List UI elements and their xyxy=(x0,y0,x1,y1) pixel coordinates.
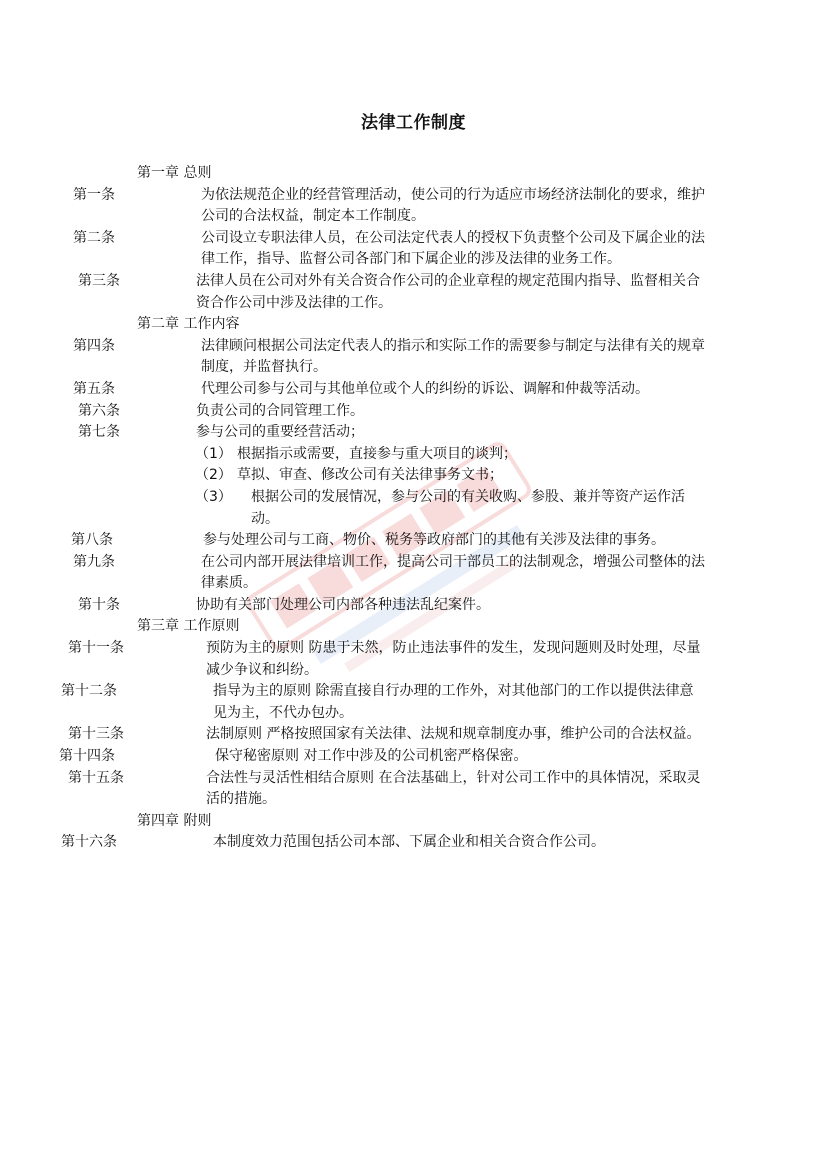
article-text: 法律人员在公司对外有关合资合作公司的企业章程的规定范围内指导、监督相关合资合作公司中涉及法律的工作。 xyxy=(196,272,700,311)
article-text: 参与公司的重要经营活动； xyxy=(196,424,364,441)
article-1 xyxy=(73,185,707,228)
article-3 xyxy=(78,271,707,314)
list-item-number: （1） xyxy=(195,445,232,462)
article-text: 协助有关部门处理公司内部各种违法乱纪案件。 xyxy=(196,596,490,613)
article-13 xyxy=(68,724,707,746)
article-12 xyxy=(61,681,707,724)
document-body xyxy=(59,163,707,854)
article-number: 第六条 xyxy=(78,402,120,419)
article-number: 第十条 xyxy=(78,596,120,613)
list-item-text: 根据指示或需要，直接参与重大项目的谈判； xyxy=(237,445,517,462)
chapter-heading-4: 第四章 附则 xyxy=(137,812,212,829)
article-text: 负责公司的合同管理工作。 xyxy=(196,402,364,419)
article-8 xyxy=(71,530,707,552)
list-item-number: （2） xyxy=(195,467,232,484)
article-number: 第七条 xyxy=(78,424,120,441)
chapter-heading-1: 第一章 总则 xyxy=(137,165,212,181)
article-number: 第八条 xyxy=(71,532,113,549)
chapter-heading-2: 第二章 工作内容 xyxy=(137,316,240,333)
article-10 xyxy=(78,595,707,617)
article-number: 第十三条 xyxy=(68,726,124,743)
article-number: 第五条 xyxy=(73,380,115,397)
article-text: 代理公司参与公司与其他单位或个人的纠纷的诉讼、调解和仲裁等活动。 xyxy=(201,380,649,397)
article-text: 保守秘密原则 对工作中涉及的公司机密严格保密。 xyxy=(215,748,528,765)
article-4 xyxy=(73,336,707,379)
article-9 xyxy=(73,552,707,595)
list-item xyxy=(137,487,707,530)
list-item xyxy=(137,465,707,487)
article-number: 第十一条 xyxy=(68,640,124,657)
article-number: 第四条 xyxy=(73,337,115,354)
article-5 xyxy=(73,379,707,401)
article-text: 法律顾问根据公司法定代表人的指示和实际工作的需要参与制定与法律有关的规章制度，并监督执行。 xyxy=(201,337,705,376)
article-text: 预防为主的原则 防患于未然，防止违法事件的发生，发现问题则及时处理，尽量减少争议和纠纷。 xyxy=(206,640,701,678)
article-text: 法制原则 严格按照国家有关法律、法规和规章制度办事，维护公司的合法权益。 xyxy=(206,726,701,743)
list-item-text: 草拟、审查、修改公司有关法律事务文书； xyxy=(237,467,503,484)
article-number: 第一条 xyxy=(73,186,115,203)
list-item-text: 根据公司的发展情况，参与公司的有关收购、参股、兼并等资产运作活动。 xyxy=(251,488,685,527)
article-text: 为依法规范企业的经营管理活动，使公司的行为适应市场经济法制化的要求，维护公司的合法权益，制定本工作制度。 xyxy=(201,186,705,225)
article-7 xyxy=(78,422,707,444)
article-15 xyxy=(68,768,707,811)
article-text: 公司设立专职法律人员，在公司法定代表人的授权下负责整个公司及下属企业的法律工作，指导、监督公司各部门和下属企业的涉及法律的业务工作。 xyxy=(201,229,705,268)
list-item-number: （3） xyxy=(195,488,232,505)
article-text: 在公司内部开展法律培训工作，提高公司干部员工的法制观念，增强公司整体的法律素质。 xyxy=(201,553,705,592)
document-title: 法律工作制度 xyxy=(361,113,466,133)
article-text: 本制度效力范围包括公司本部、下属企业和相关合资合作公司。 xyxy=(213,834,605,851)
article-number: 第十二条 xyxy=(61,683,117,700)
article-number: 第二条 xyxy=(73,229,115,246)
article-text: 参与处理公司与工商、物价、税务等政府部门的其他有关涉及法律的事务。 xyxy=(203,532,665,549)
article-6 xyxy=(78,401,707,423)
article-2 xyxy=(73,228,707,271)
article-11 xyxy=(68,638,707,681)
list-item xyxy=(137,444,707,466)
article-number: 第十四条 xyxy=(59,748,115,765)
article-text: 合法性与灵活性相结合原则 在合法基础上，针对公司工作中的具体情况，采取灵活的措施。 xyxy=(206,769,701,808)
article-number: 第十五条 xyxy=(68,769,124,786)
article-number: 第三条 xyxy=(78,272,120,289)
article-number: 第九条 xyxy=(73,553,115,570)
article-14 xyxy=(59,746,707,768)
chapter-heading-3: 第三章 工作原则 xyxy=(137,618,240,635)
article-number: 第十六条 xyxy=(61,834,117,851)
article-text: 指导为主的原则 除需直接自行办理的工作外，对其他部门的工作以提供法律意见为主，不代办包办。 xyxy=(213,683,694,721)
article-16 xyxy=(61,832,707,854)
